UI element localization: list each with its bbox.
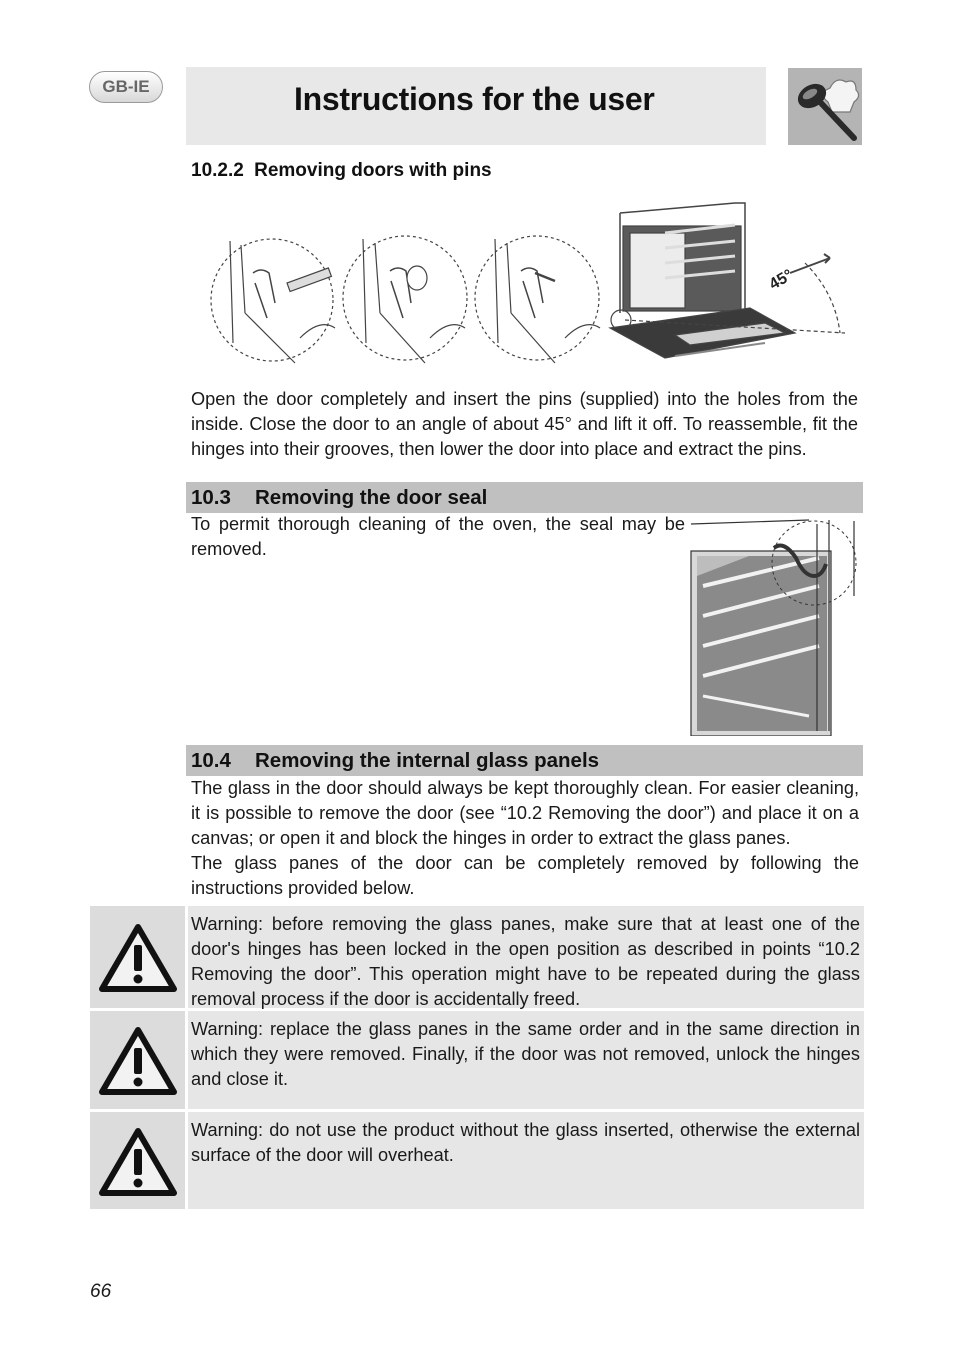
angle-label: 45° (766, 266, 796, 294)
section-title: Removing the internal glass panels (255, 749, 600, 772)
title-bar (186, 67, 766, 145)
subsection-number: 10.2.2 (191, 160, 244, 181)
warning-text: Warning: before removing the glass panes, make sure that at least one of the door's hinges has been locked in the open position as described in points “10.2 Removing the door”. This operation might have to be repeated during the glass removal process if the door is accidentally freed. (191, 914, 860, 1009)
warning-triangle-icon (98, 1125, 178, 1197)
glass-panels-paragraph-1: The glass in the door should always be kept thoroughly clean. For easier cleaning, it is possible to remove the door (see “10.2 Removing the door”) and place it on a canvas; or open it and block the hinges in order to extract the glass panes. (191, 778, 859, 848)
chef-spoon-icon (788, 68, 862, 145)
page-number: 66 (90, 1281, 112, 1302)
section-heading-10-3 (186, 482, 863, 513)
warning-icon-box (90, 1011, 185, 1109)
glass-panels-paragraph-2: The glass panes of the door can be completely removed by following the instructions provided below. (191, 853, 859, 898)
warning-triangle-icon (98, 1024, 178, 1096)
section-number: 10.4 (191, 749, 231, 772)
pins-instructions-paragraph: Open the door completely and insert the pins (supplied) into the holes from the inside. Close the door to an angle of about 45° and lift it off. To reassemble, fit the hinges into their grooves, then lower the door into place and extract the pins. (191, 389, 858, 459)
section-heading-10-4 (186, 745, 863, 776)
warning-icon-box (90, 1112, 185, 1209)
warning-text-box (188, 1112, 864, 1209)
subsection-heading (191, 160, 492, 182)
warning-text: Warning: do not use the product without the glass inserted, otherwise the external surface of the door will overheat. (191, 1120, 860, 1165)
door-pins-illustration (205, 193, 855, 368)
warning-triangle-icon (98, 921, 178, 993)
section-number: 10.3 (191, 486, 231, 509)
page-title: Instructions for the user (294, 81, 655, 117)
warning-text-box (188, 1011, 864, 1109)
door-seal-paragraph: To permit thorough cleaning of the oven, the seal may be removed. (191, 514, 685, 559)
language-badge: GB-IE (89, 71, 163, 103)
section-title: Removing the door seal (255, 486, 488, 509)
warning-text-box (188, 906, 864, 1008)
warning-text: Warning: replace the glass panes in the same order and in the same direction in which they were removed. Finally, if the door was not removed, unlock the hinges and close it. (191, 1019, 860, 1089)
door-seal-illustration (689, 516, 861, 736)
subsection-title: Removing doors with pins (254, 160, 492, 181)
warning-icon-box (90, 906, 185, 1008)
